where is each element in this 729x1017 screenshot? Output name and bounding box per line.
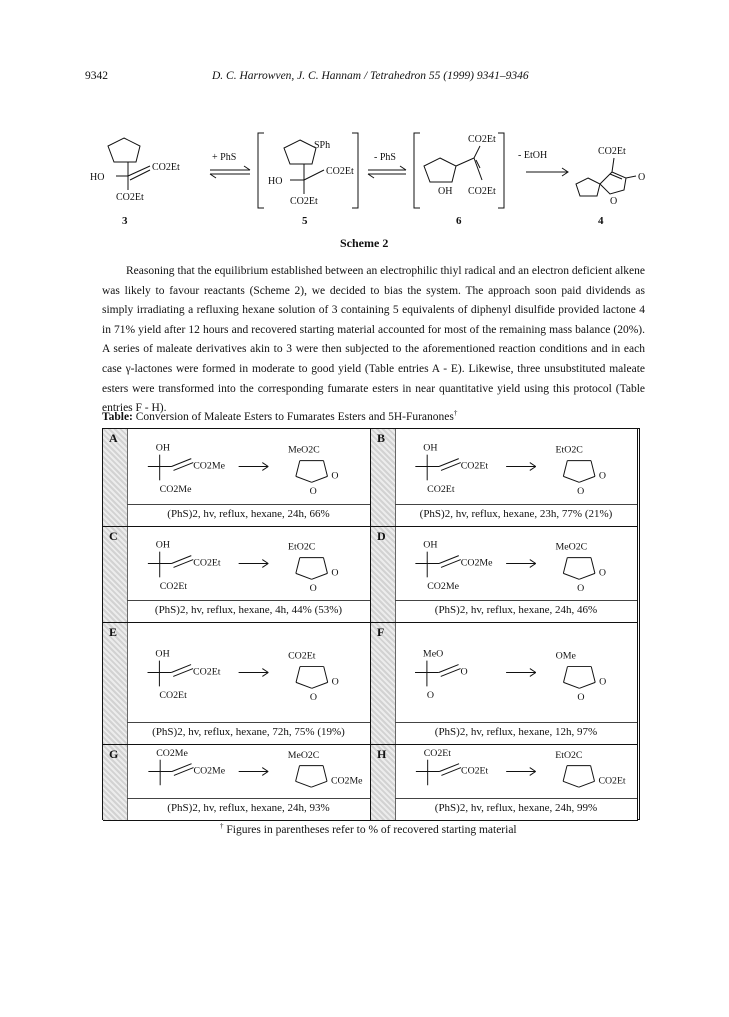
reaction-conditions: (PhS)2, hv, reflux, hexane, 4h, 44% (53%): [127, 600, 370, 622]
structure-label: CO2Me: [330, 775, 363, 787]
structure-label: CO2Me: [460, 557, 493, 569]
structure-label: O: [331, 470, 339, 482]
structure-label: OH: [423, 442, 438, 454]
page-number: 9342: [85, 70, 108, 82]
body-paragraph: Reasoning that the equilibrium established between an electrophilic thiyl radical and an electron deficient alkene was likely to favour reactants (Scheme 2), we decided to bias the system. The approach soon paid dividends as simply irradiating a refluxing hexane solution of 3 containing 5 equivalents of diphenyl disulfide provided lactone 4 in 71% yield after 12 hours and recovered starting material accounted for most of the remaining mass balance (20%). A series of maleate derivatives akin to 3 were then subjected to the aforementioned reaction conditions and in each case γ-lactones were formed in moderate to good yield (Table entries A - E). Likewise, three unsubstituted maleate esters were transformed into the corresponding fumarate esters in near quantitative yield using this protocol (Table entries F - H).: [102, 265, 645, 415]
bond: [439, 459, 459, 467]
structure-label: O: [426, 690, 435, 702]
structure-label: CO2Me: [193, 460, 226, 472]
bond: [563, 476, 579, 482]
structure-label: O: [309, 692, 318, 704]
reaction-scheme: [127, 527, 370, 600]
structure-label: CO2Et: [159, 581, 188, 593]
bond: [324, 461, 328, 477]
structure-label: MeO2C: [287, 444, 320, 456]
entry-letter-tag: [371, 429, 396, 526]
reaction-scheme: [395, 429, 637, 504]
structure-label: CO2Me: [156, 747, 188, 759]
bond: [530, 772, 536, 776]
bond: [530, 560, 536, 564]
structure-label: EtO2C: [555, 444, 583, 456]
bond: [579, 476, 595, 482]
bond: [262, 768, 268, 772]
reaction-scheme: [127, 745, 370, 798]
running-head: D. C. Harrowven, J. C. Hannam / Tetrahedron 55 (1999) 9341–9346: [212, 70, 529, 82]
structure-label: CO2Et: [288, 650, 316, 662]
compound-label-3: 3: [122, 215, 128, 227]
structure-label: O: [577, 486, 585, 498]
structure-label: O: [577, 583, 585, 595]
structure-label: O: [309, 486, 317, 498]
bond: [262, 564, 268, 568]
structure-label: MeO: [422, 648, 444, 660]
bond: [441, 768, 461, 776]
table-entry: [103, 623, 371, 745]
reaction-conditions: (PhS)2, hv, reflux, hexane, 24h, 99%: [395, 798, 637, 820]
bond: [171, 665, 191, 673]
scheme-label-minus-phs: - PhS: [374, 152, 396, 163]
bond: [563, 558, 567, 574]
structure-label: MeO2C: [287, 749, 320, 761]
scheme-label-ho-3: HO: [90, 172, 105, 183]
table-entry: [103, 429, 371, 527]
table-entry: [103, 527, 371, 623]
bond: [262, 560, 268, 564]
structure-label: CO2Me: [193, 765, 226, 777]
bond: [439, 764, 459, 772]
scheme-label-co2et-3b: CO2Et: [116, 192, 144, 203]
bond: [296, 461, 300, 477]
compound-label-5: 5: [302, 215, 308, 227]
structure-label: OMe: [555, 650, 576, 662]
structure-label: O: [577, 692, 585, 704]
scheme-label-ho-5: HO: [268, 176, 283, 187]
structure-label: O: [598, 470, 607, 482]
bond: [563, 461, 567, 477]
reaction-conditions: (PhS)2, hv, reflux, hexane, 72h, 75% (19%): [127, 722, 370, 744]
bond: [563, 573, 579, 579]
scheme-label-minus-etoh: - EtOH: [518, 150, 548, 161]
bond: [530, 564, 536, 568]
bond: [296, 573, 312, 579]
structure-label: CO2Et: [423, 747, 451, 759]
bond: [579, 781, 595, 787]
structure-label: O: [598, 567, 606, 579]
bond: [312, 573, 328, 579]
bond: [262, 673, 268, 677]
bond: [530, 669, 536, 673]
bond: [172, 459, 192, 467]
bond: [174, 463, 194, 471]
bond: [262, 669, 268, 673]
entry-letter-tag: [371, 745, 396, 820]
structure-label: CO2Et: [427, 484, 455, 496]
reaction-conditions: (PhS)2, hv, reflux, hexane, 23h, 77% (21%): [395, 504, 637, 526]
structure-label: CO2Et: [598, 775, 626, 787]
structure-label: EtO2C: [287, 541, 316, 553]
bond: [296, 682, 312, 688]
table-entry: [371, 623, 638, 745]
reaction-conditions: (PhS)2, hv, reflux, hexane, 12h, 97%: [395, 722, 637, 744]
reaction-scheme: [127, 429, 370, 504]
bond: [296, 667, 300, 683]
entry-letter-tag: [103, 623, 128, 744]
table-entry: [371, 429, 638, 527]
structure-label: O: [309, 583, 317, 595]
entry-letter-tag: [103, 429, 128, 526]
compound-label-6: 6: [456, 215, 462, 227]
table-entry: [103, 745, 371, 821]
reaction-scheme: [395, 745, 637, 798]
bond: [174, 768, 194, 776]
bond: [441, 463, 461, 471]
bond: [591, 558, 595, 574]
compound-label-4: 4: [598, 215, 604, 227]
bond: [439, 556, 459, 564]
bond: [591, 766, 595, 782]
bond: [296, 558, 300, 574]
bond: [296, 476, 312, 482]
bond: [174, 560, 194, 568]
scheme-label-co2et-6a: CO2Et: [468, 134, 496, 145]
structure-label: OH: [155, 648, 170, 660]
scheme-label-oh-6: OH: [438, 186, 453, 197]
structure-label: OH: [155, 539, 171, 551]
structure-label: CO2Et: [461, 765, 489, 777]
entry-letter: B: [377, 431, 386, 445]
structure-label: O: [599, 676, 607, 688]
table-entry: [371, 527, 638, 623]
scheme-label-co2et-6b: CO2Et: [468, 186, 496, 197]
scheme-label-co2et-3a: CO2Et: [152, 162, 180, 173]
reaction-conditions: (PhS)2, hv, reflux, hexane, 24h, 46%: [395, 600, 637, 622]
scheme-2-figure: [90, 128, 650, 233]
structure-label: EtO2C: [555, 749, 583, 761]
table-entry: [371, 745, 638, 821]
structure-label: CO2Et: [193, 557, 221, 569]
entry-letter-tag: [371, 623, 396, 744]
bond: [530, 768, 536, 772]
bond: [262, 467, 268, 471]
bond: [441, 560, 461, 568]
table-caption: Table: Conversion of Maleate Esters to Fumarates Esters and 5H-Furanones†: [102, 409, 458, 423]
bond: [530, 673, 536, 677]
scheme-label-o-ring: O: [610, 196, 618, 207]
bond: [173, 669, 193, 677]
reaction-conditions: (PhS)2, hv, reflux, hexane, 24h, 93%: [127, 798, 370, 820]
bond: [579, 573, 595, 579]
structure-label: O: [331, 567, 339, 579]
entry-letter: D: [377, 529, 386, 543]
bond: [530, 467, 536, 471]
structure-label: O: [331, 676, 339, 688]
bond: [262, 772, 268, 776]
bond: [564, 667, 568, 683]
structure-label: CO2Et: [193, 666, 221, 678]
bond: [563, 766, 567, 782]
bond: [439, 665, 459, 673]
bond: [530, 463, 536, 467]
structure-label: MeO2C: [555, 541, 588, 553]
structure-label: O: [460, 666, 468, 678]
scheme-label-plus-phs: + PhS: [212, 152, 237, 163]
scheme-label-co2et-4: CO2Et: [598, 146, 626, 157]
structure-label: CO2Me: [159, 484, 192, 496]
reaction-conditions: (PhS)2, hv, reflux, hexane, 24h, 66%: [127, 504, 370, 526]
bond: [441, 669, 461, 677]
bond: [172, 764, 192, 772]
bond: [563, 781, 579, 787]
structure-label: CO2Et: [460, 460, 489, 472]
entry-letter-tag: [103, 527, 128, 622]
entry-letter: F: [377, 625, 385, 639]
bond: [579, 682, 595, 688]
structure-label: OH: [155, 442, 170, 454]
entry-letter-tag: [103, 745, 128, 820]
reaction-scheme: [127, 623, 370, 722]
reaction-scheme: [395, 527, 637, 600]
bond: [591, 461, 595, 477]
bond: [296, 766, 300, 782]
entry-letter-tag: [371, 527, 396, 622]
bond: [296, 781, 312, 787]
entry-letter: C: [109, 529, 118, 543]
entry-letter: H: [377, 747, 387, 761]
scheme-title: Scheme 2: [340, 236, 389, 250]
structure-label: CO2Et: [159, 690, 187, 702]
reaction-scheme: [395, 623, 637, 722]
footnote: † Figures in parentheses refer to % of recovered starting material: [220, 822, 517, 836]
bond: [323, 766, 327, 782]
bond: [591, 667, 595, 683]
entry-letter: E: [109, 625, 118, 639]
bond: [323, 558, 327, 574]
bond: [324, 667, 328, 683]
scheme-label-sph: SPh: [314, 140, 331, 151]
entry-letter: A: [109, 431, 118, 445]
structure-label: OH: [423, 539, 438, 551]
scheme-label-o-carbonyl: O: [638, 172, 646, 183]
entry-letter: G: [109, 747, 119, 761]
bond: [312, 476, 328, 482]
bond: [312, 682, 328, 688]
bond: [262, 463, 268, 467]
scheme-label-co2et-5b: CO2Et: [290, 196, 318, 207]
reaction-table: [102, 428, 640, 820]
bond: [311, 781, 327, 787]
scheme-label-co2et-5a: CO2Et: [326, 166, 354, 177]
structure-label: CO2Me: [427, 581, 459, 593]
bond: [564, 682, 580, 688]
bond: [172, 556, 192, 564]
